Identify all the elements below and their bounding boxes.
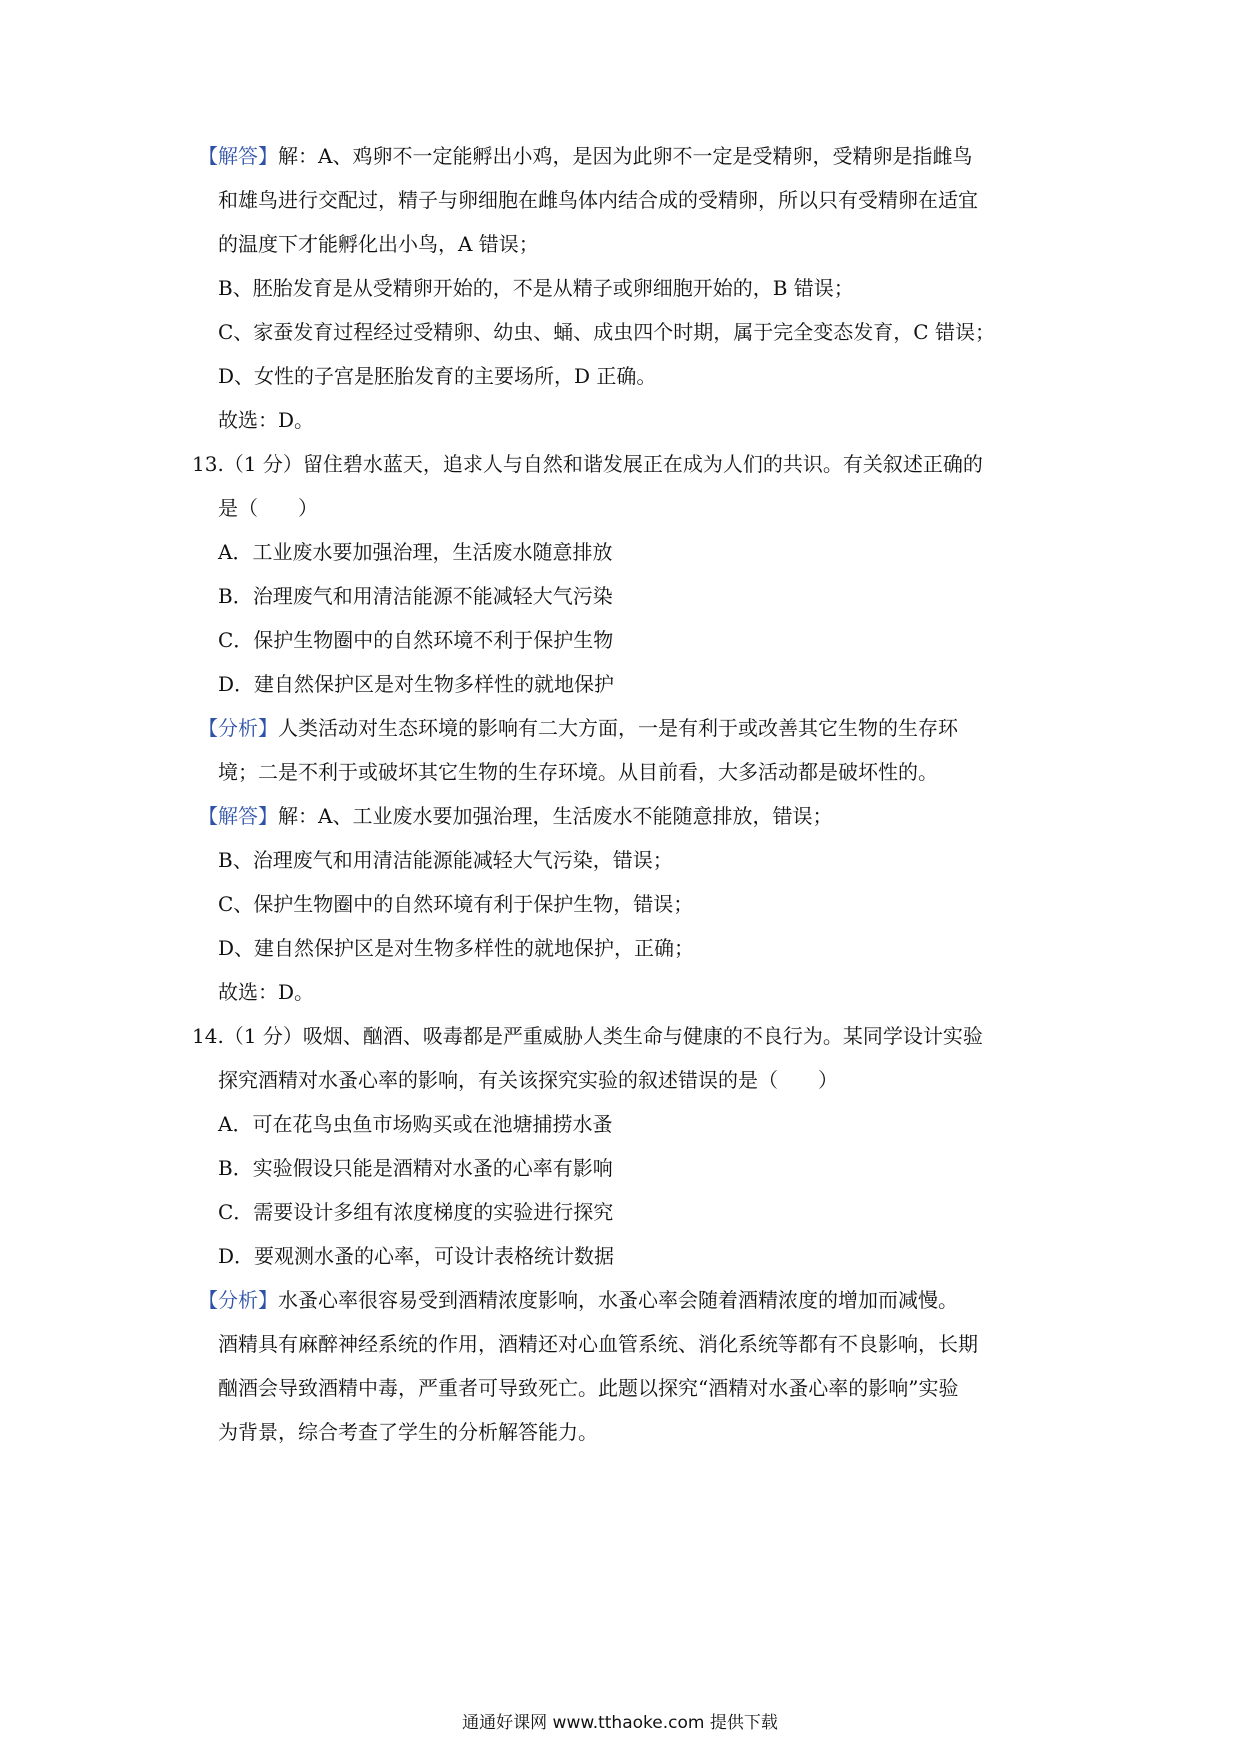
q13-option-a: A．工业废水要加强治理，生活废水随意排放 xyxy=(218,540,613,564)
q14-option-a: A．可在花鸟虫鱼市场购买或在池塘捕捞水蚤 xyxy=(218,1112,613,1136)
answer-tag: 【解答】 xyxy=(198,144,278,168)
q13-stem-line-1: 13.（1 分）留住碧水蓝天，追求人与自然和谐发展正在成为人们的共识。有关叙述正确的 xyxy=(192,452,983,476)
q13-answer-line-4: D、建自然保护区是对生物多样性的就地保护，正确； xyxy=(218,936,695,960)
q14-option-d: D．要观测水蚤的心率，可设计表格统计数据 xyxy=(218,1244,615,1268)
q13-conclusion: 故选：D。 xyxy=(218,980,315,1004)
q13-stem-line-2: 是（ ） xyxy=(218,496,318,520)
q13-answer-line-3: C、保护生物圈中的自然环境有利于保护生物，错误； xyxy=(218,892,694,916)
q14-option-c: C．需要设计多组有浓度梯度的实验进行探究 xyxy=(218,1200,614,1224)
q14-analysis-line-2: 酒精具有麻醉神经系统的作用，酒精还对心血管系统、消化系统等都有不良影响，长期 xyxy=(218,1332,978,1356)
q13-analysis-line-2: 境；二是不利于或破坏其它生物的生存环境。从目前看，大多活动都是破坏性的。 xyxy=(218,760,938,784)
q12-answer-line-4: B、胚胎发育是从受精卵开始的，不是从精子或卵细胞开始的，B 错误； xyxy=(218,276,854,300)
q14-analysis-line-3: 酗酒会导致酒精中毒，严重者可导致死亡。此题以探究“酒精对水蚤心率的影响”实验 xyxy=(218,1376,959,1400)
q12-answer-line-3: 的温度下才能孵化出小鸟，A 错误； xyxy=(218,232,539,256)
q12-conclusion: 故选：D。 xyxy=(218,408,315,432)
q14-option-b: B．实验假设只能是酒精对水蚤的心率有影响 xyxy=(218,1156,613,1180)
q13-option-b: B．治理废气和用清洁能源不能减轻大气污染 xyxy=(218,584,613,608)
page-footer: 通通好课网 www.tthaoke.com 提供下载 xyxy=(462,1713,778,1733)
q12-answer-line-5: C、家蚕发育过程经过受精卵、幼虫、蛹、成虫四个时期，属于完全变态发育，C 错误； xyxy=(218,320,995,344)
analysis-tag: 【分析】 xyxy=(198,1288,278,1312)
analysis-tag: 【分析】 xyxy=(198,716,278,740)
q13-option-d: D．建自然保护区是对生物多样性的就地保护 xyxy=(218,672,615,696)
q14-analysis-line-1: 【分析】水蚤心率很容易受到酒精浓度影响，水蚤心率会随着酒精浓度的增加而减慢。 xyxy=(198,1288,958,1312)
q13-option-c: C．保护生物圈中的自然环境不利于保护生物 xyxy=(218,628,614,652)
q14-stem-line-2: 探究酒精对水蚤心率的影响，有关该探究实验的叙述错误的是（ ） xyxy=(218,1068,838,1092)
q13-answer-line-1: 【解答】解：A、工业废水要加强治理，生活废水不能随意排放，错误； xyxy=(198,804,833,828)
q13-analysis-line-1: 【分析】人类活动对生态环境的影响有二大方面，一是有利于或改善其它生物的生存环 xyxy=(198,716,958,740)
answer-tag: 【解答】 xyxy=(198,804,278,828)
q13-answer-line-2: B、治理废气和用清洁能源能减轻大气污染，错误； xyxy=(218,848,673,872)
q14-analysis-line-4: 为背景，综合考查了学生的分析解答能力。 xyxy=(218,1420,598,1444)
q14-stem-line-1: 14.（1 分）吸烟、酗酒、吸毒都是严重威胁人类生命与健康的不良行为。某同学设计实验 xyxy=(192,1024,983,1048)
q12-answer-line-1: 【解答】解：A、鸡卵不一定能孵出小鸡，是因为此卵不一定是受精卵，受精卵是指雌鸟 xyxy=(198,144,973,168)
q12-answer-line-6: D、女性的子宫是胚胎发育的主要场所，D 正确。 xyxy=(218,364,657,388)
q12-answer-line-2: 和雄鸟进行交配过，精子与卵细胞在雌鸟体内结合成的受精卵，所以只有受精卵在适宜 xyxy=(218,188,978,212)
